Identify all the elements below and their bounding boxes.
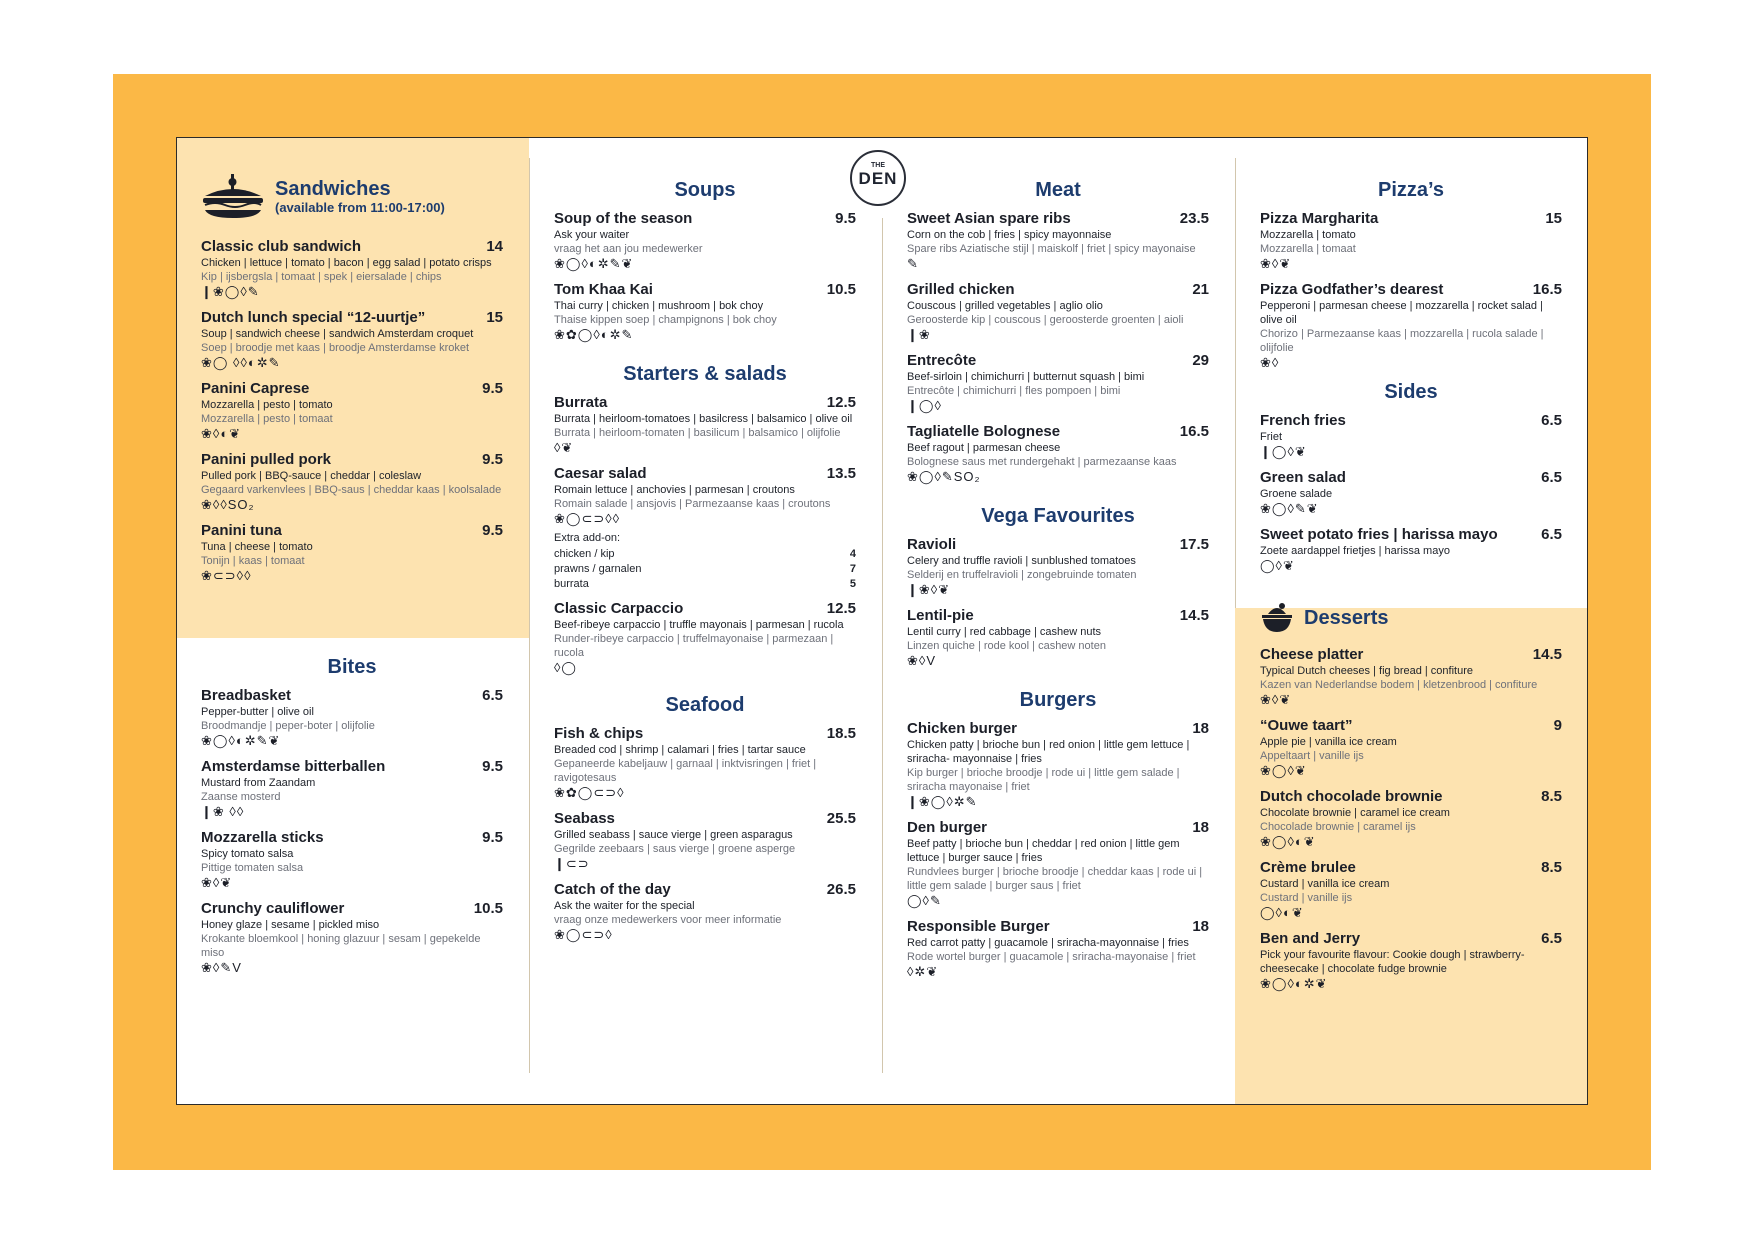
item-desc-nl: Geroosterde kip | couscous | geroosterde groenten | aioli	[907, 314, 1184, 326]
item-name: Grilled chicken	[907, 281, 1015, 298]
item-price: 9.5	[482, 522, 503, 539]
allergen-icons: ❀✿◯⊂⊃◊	[554, 785, 625, 800]
allergen-icons: ◯◊◐❦	[1260, 905, 1304, 920]
menu-item	[1260, 526, 1562, 574]
item-price: 9.5	[482, 758, 503, 775]
item-desc-en: Mozzarella | pesto | tomato	[201, 399, 333, 411]
menu-item	[1260, 788, 1562, 850]
item-price: 18	[1192, 819, 1209, 836]
item-name: Green salad	[1260, 469, 1346, 486]
item-name: Cheese platter	[1260, 646, 1364, 663]
item-price: 15	[1545, 210, 1562, 227]
item-desc-nl: Rode wortel burger | guacamole | sriracha-mayonaise | friet	[907, 951, 1196, 963]
allergen-icons: ❙⊂⊃	[554, 856, 590, 871]
item-name: Tagliatelle Bolognese	[907, 423, 1061, 440]
column-4	[1260, 138, 1562, 1001]
menu-card	[176, 137, 1588, 1105]
item-desc-en: Soup | sandwich cheese | sandwich Amsterdam croquet	[201, 328, 474, 340]
item-desc-en: Chicken patty | brioche bun | red onion | little gem lettuce | sriracha- mayonnaise | fries	[907, 739, 1190, 765]
item-name: Fish & chips	[554, 725, 644, 742]
allergen-icons: ❀◯◊✎SO₂	[907, 469, 981, 484]
allergen-icons: ❙❀◊❦	[907, 582, 951, 597]
item-desc-nl: Rundvlees burger | brioche broodje | cheddar kaas | rode ui | little gem salade | burger saus | friet	[907, 866, 1203, 892]
item-desc-nl: Mozzarella | pesto | tomaat	[201, 413, 333, 425]
allergen-icons: ❀◯◊◐✲❦	[1260, 976, 1328, 991]
pizzas-title: Pizza’s	[1378, 179, 1444, 201]
item-desc-nl: vraag onze medewerkers voor meer informatie	[554, 914, 782, 926]
item-name: Lentil-pie	[907, 607, 974, 624]
item-desc-en: Custard | vanilla ice cream	[1260, 878, 1390, 890]
menu-item	[201, 758, 503, 820]
item-name: Den burger	[907, 819, 988, 836]
item-desc-nl: Kip burger | brioche broodje | rode ui | little gem salade | sriracha mayonaise | friet	[907, 767, 1180, 793]
item-name: Entrecôte	[907, 352, 977, 369]
seafood-title: Seafood	[665, 694, 745, 716]
item-price: 21	[1192, 281, 1209, 298]
allergen-icons: ❀◯⊂⊃◊◊	[554, 511, 621, 526]
item-desc-nl: Bolognese saus met rundergehakt | parmezaanse kaas	[907, 456, 1177, 468]
item-desc-nl: Zaanse mosterd	[201, 791, 281, 803]
item-price: 6.5	[1541, 526, 1562, 543]
allergen-icons: ❀◊◊SO₂	[201, 497, 255, 512]
allergen-icons: ❀◊❦	[1260, 692, 1292, 707]
allergen-icons: ❀◯◊◐✲✎❦	[201, 733, 281, 748]
menu-item	[907, 720, 1209, 810]
menu-item	[201, 309, 503, 371]
item-price: 6.5	[1541, 930, 1562, 947]
item-name: Panini pulled pork	[201, 451, 332, 468]
menu-item	[554, 725, 856, 801]
desserts-header	[1260, 602, 1562, 634]
item-name: Seabass	[554, 810, 615, 827]
item-desc-nl: Burrata | heirloom-tomaten | basilicum | balsamico | olijfolie	[554, 427, 841, 439]
item-name: Pizza Godfather’s dearest	[1260, 281, 1444, 298]
menu-item	[1260, 930, 1562, 992]
item-desc-en: Spicy tomato salsa	[201, 848, 294, 860]
item-desc-en: Thai curry | chicken | mushroom | bok choy	[554, 300, 764, 312]
sandwiches-title: Sandwiches	[275, 178, 391, 200]
item-desc-en: Mozzarella | tomato	[1260, 229, 1356, 241]
item-desc-en: Pick your favourite flavour: Cookie dough | strawberry-cheesecake | chocolate fudge brownie	[1260, 949, 1525, 975]
item-desc-en: Couscous | grilled vegetables | aglio olio	[907, 300, 1103, 312]
item-desc-en: Chicken | lettuce | tomato | bacon | egg salad | potato crisps	[201, 257, 492, 269]
allergen-icons: ❀◯◊◐❦	[1260, 834, 1316, 849]
allergen-icons: ❀◯⊂⊃◊	[554, 927, 613, 942]
addon-label: prawns / garnalen	[554, 563, 642, 575]
addon-row	[554, 577, 856, 592]
addon-title: Extra add-on:	[554, 532, 621, 544]
item-desc-en: Mustard from Zaandam	[201, 777, 316, 789]
item-name: “Ouwe taart”	[1260, 717, 1353, 734]
item-desc-en: Beef ragout | parmesan cheese	[907, 442, 1061, 454]
menu-item	[201, 829, 503, 891]
item-desc-nl: Broodmandje | peper-boter | olijfolie	[201, 720, 375, 732]
item-desc-nl: Entrecôte | chimichurri | fles pompoen | bimi	[907, 385, 1121, 397]
item-name: Ben and Jerry	[1260, 930, 1361, 947]
item-desc-nl: Appeltaart | vanille ijs	[1260, 750, 1364, 762]
item-desc-nl: Mozzarella | tomaat	[1260, 243, 1356, 255]
menu-item	[1260, 281, 1562, 371]
item-desc-en: Beef-ribeye carpaccio | truffle mayonais | parmesan | rucola	[554, 619, 844, 631]
item-name: Sweet Asian spare ribs	[907, 210, 1071, 227]
item-desc-en: Zoete aardappel frietjes | harissa mayo	[1260, 545, 1450, 557]
column-divider	[529, 158, 530, 1073]
item-desc-en: Corn on the cob | fries | spicy mayonnaise	[907, 229, 1112, 241]
item-desc-nl: Thaise kippen soep | champignons | bok choy	[554, 314, 777, 326]
item-name: Dutch lunch special “12-uurtje”	[201, 309, 426, 326]
menu-item	[201, 238, 503, 300]
allergen-icons: ❙❀ ◊◊	[201, 804, 245, 819]
item-price: 13.5	[826, 465, 856, 482]
item-price: 15	[486, 309, 503, 326]
column-2	[554, 138, 856, 952]
item-price: 9.5	[482, 451, 503, 468]
menu-item	[1260, 412, 1562, 460]
menu-item	[201, 687, 503, 749]
menu-item	[554, 881, 856, 943]
menu-item	[554, 465, 856, 527]
menu-item	[907, 536, 1209, 598]
item-price: 14.5	[1532, 646, 1562, 663]
menu-item	[907, 819, 1209, 909]
menu-item	[1260, 469, 1562, 517]
logo-den: DEN	[858, 169, 898, 188]
item-price: 12.5	[826, 394, 856, 411]
addon-label: burrata	[554, 578, 589, 590]
item-name: Dutch chocolade brownie	[1260, 788, 1443, 805]
menu-item	[201, 900, 503, 976]
item-price: 18	[1192, 918, 1209, 935]
bites-title: Bites	[327, 656, 377, 678]
item-name: Responsible Burger	[907, 918, 1050, 935]
item-price: 18.5	[826, 725, 856, 742]
allergen-icons: ❀◯ ◊◊◐✲✎	[201, 355, 281, 370]
item-name: Sweet potato fries | harissa mayo	[1260, 526, 1498, 543]
menu-item	[907, 607, 1209, 669]
item-desc-nl: Gegaard varkenvlees | BBQ-saus | cheddar kaas | koolsalade	[201, 484, 502, 496]
item-name: Mozzarella sticks	[201, 829, 324, 846]
sides-title: Sides	[1384, 381, 1438, 403]
addon-price: 7	[849, 563, 856, 575]
vega-title: Vega Favourites	[981, 505, 1135, 527]
menu-item	[201, 451, 503, 513]
meat-title: Meat	[1035, 179, 1081, 201]
item-price: 9	[1553, 717, 1562, 734]
item-name: Pizza Margharita	[1260, 210, 1379, 227]
column-divider	[1235, 158, 1236, 608]
item-desc-en: Groene salade	[1260, 488, 1333, 500]
item-price: 26.5	[826, 881, 856, 898]
item-desc-en: Tuna | cheese | tomato	[201, 541, 313, 553]
menu-item	[907, 210, 1209, 272]
item-name: Catch of the day	[554, 881, 671, 898]
item-price: 14	[486, 238, 503, 255]
item-price: 6.5	[482, 687, 503, 704]
item-price: 6.5	[1541, 469, 1562, 486]
item-price: 6.5	[1541, 412, 1562, 429]
item-desc-nl: Runder-ribeye carpaccio | truffelmayonaise | parmezaan | rucola	[554, 633, 834, 659]
menu-item	[907, 918, 1209, 980]
item-desc-en: Beef-sirloin | chimichurri | butternut squash | bimi	[907, 371, 1145, 383]
item-price: 12.5	[826, 600, 856, 617]
item-desc-nl: vraag het aan jou medewerker	[554, 243, 703, 255]
allergen-icons: ❙◯◊❦	[1260, 444, 1307, 459]
item-desc-en: Beef patty | brioche bun | cheddar | red onion | little gem lettuce | burger sauce | fries	[907, 838, 1180, 864]
item-desc-en: Apple pie | vanilla ice cream	[1260, 736, 1397, 748]
addon-label: chicken / kip	[554, 548, 615, 560]
menu-item	[1260, 210, 1562, 272]
item-name: Breadbasket	[201, 687, 292, 704]
item-price: 17.5	[1179, 536, 1209, 553]
item-price: 8.5	[1541, 788, 1562, 805]
logo-the: THE	[871, 162, 885, 169]
item-desc-nl: Chocolade brownie | caramel ijs	[1260, 821, 1416, 833]
sandwich-icon	[201, 174, 265, 220]
menu-item	[1260, 717, 1562, 779]
item-price: 18	[1192, 720, 1209, 737]
allergen-icons: ❀◊V	[907, 653, 936, 668]
item-price: 9.5	[482, 380, 503, 397]
allergen-icons: ◯◊❦	[1260, 558, 1295, 573]
allergen-icons: ❀⊂⊃◊◊	[201, 568, 252, 583]
allergen-icons: ❀◯◊◐✲✎❦	[554, 256, 634, 271]
item-name: Tom Khaa Kai	[554, 281, 653, 298]
item-price: 9.5	[835, 210, 856, 227]
item-desc-en: Lentil curry | red cabbage | cashew nuts	[907, 626, 1102, 638]
item-desc-nl: Kip | ijsbergsla | tomaat | spek | eiersalade | chips	[201, 271, 442, 283]
allergen-icons: ❀◊	[1260, 355, 1280, 370]
item-desc-nl: Kazen van Nederlandse bodem | kletzenbrood | confiture	[1260, 679, 1538, 691]
item-desc-en: Ask your waiter	[554, 229, 630, 241]
item-desc-en: Honey glaze | sesame | pickled miso	[201, 919, 380, 931]
item-desc-nl: Spare ribs Aziatische stijl | maiskolf | friet | spicy mayonaise	[907, 243, 1196, 255]
allergen-icons: ❀◯◊✎❦	[1260, 501, 1319, 516]
menu-item	[201, 380, 503, 442]
allergen-icons: ❙❀◯◊✲✎	[907, 794, 978, 809]
column-1	[201, 138, 503, 985]
sandwiches-subtitle: (available from 11:00-17:00)	[275, 200, 445, 215]
den-logo	[850, 150, 906, 206]
item-name: Chicken burger	[907, 720, 1018, 737]
desserts-title: Desserts	[1304, 607, 1389, 629]
item-name: Panini tuna	[201, 522, 282, 539]
item-desc-nl: Pittige tomaten salsa	[201, 862, 304, 874]
item-desc-nl: Linzen quiche | rode kool | cashew noten	[907, 640, 1106, 652]
item-desc-en: Pulled pork | BBQ-sauce | cheddar | coleslaw	[201, 470, 422, 482]
item-price: 16.5	[1532, 281, 1562, 298]
allergen-icons: ❀◊✎V	[201, 960, 242, 975]
allergen-icons: ❀◊◐❦	[201, 426, 242, 441]
item-name: Soup of the season	[554, 210, 693, 227]
item-name: Crème brulee	[1260, 859, 1356, 876]
item-price: 8.5	[1541, 859, 1562, 876]
burgers-title: Burgers	[1019, 689, 1097, 711]
item-price: 25.5	[826, 810, 856, 827]
item-price: 23.5	[1179, 210, 1209, 227]
item-name: Panini Caprese	[201, 380, 310, 397]
item-desc-nl: Romain salade | ansjovis | Parmezaanse kaas | croutons	[554, 498, 831, 510]
menu-item	[907, 352, 1209, 414]
item-name: Classic club sandwich	[201, 238, 362, 255]
item-desc-nl: Custard | vanille ijs	[1260, 892, 1353, 904]
menu-item	[1260, 646, 1562, 708]
item-desc-nl: Tonijn | kaas | tomaat	[201, 555, 305, 567]
item-name: Amsterdamse bitterballen	[201, 758, 386, 775]
allergen-icons: ◯◊✎	[907, 893, 942, 908]
allergen-icons: ❙◯◊	[907, 398, 942, 413]
allergen-icons: ❙❀	[907, 327, 931, 342]
allergen-icons: ❀◯◊❦	[1260, 763, 1307, 778]
item-desc-en: Pepper-butter | olive oil	[201, 706, 314, 718]
item-name: Caesar salad	[554, 465, 647, 482]
item-price: 29	[1192, 352, 1209, 369]
item-desc-en: Celery and truffle ravioli | sunblushed tomatoes	[907, 555, 1136, 567]
allergen-icons: ◊❦	[554, 440, 574, 455]
allergen-icons: ◊✲❦	[907, 964, 939, 979]
item-desc-en: Burrata | heirloom-tomatoes | basilcress | balsamico | olive oil	[554, 413, 853, 425]
item-desc-en: Ask the waiter for the special	[554, 900, 695, 912]
addon-price: 5	[849, 578, 856, 590]
item-price: 10.5	[473, 900, 503, 917]
item-desc-nl: Gepaneerde kabeljauw | garnaal | inktvisringen | friet | ravigotesaus	[554, 758, 817, 784]
allergen-icons: ❀✿◯◊◐✲✎	[554, 327, 634, 342]
allergen-icons: ◊◯	[554, 660, 577, 675]
item-price: 16.5	[1179, 423, 1209, 440]
addon-row	[554, 562, 856, 577]
item-desc-nl: Chorizo | Parmezaanse kaas | mozzarella | rucola salade | olijfolie	[1260, 328, 1544, 354]
sandwiches-header	[201, 174, 503, 220]
item-price: 14.5	[1179, 607, 1209, 624]
dessert-bowl-icon	[1260, 602, 1294, 634]
item-name: French fries	[1260, 412, 1346, 429]
menu-item	[201, 522, 503, 584]
item-name: Burrata	[554, 394, 608, 411]
menu-item	[1260, 859, 1562, 921]
item-desc-nl: Selderij en truffelravioli | zongebruinde tomaten	[907, 569, 1137, 581]
item-desc-en: Friet	[1260, 431, 1282, 443]
item-name: Ravioli	[907, 536, 957, 553]
item-desc-nl: Krokante bloemkool | honing glazuur | sesam | gepekelde miso	[201, 933, 481, 959]
menu-item	[554, 810, 856, 872]
menu-item	[554, 281, 856, 343]
item-desc-en: Romain lettuce | anchovies | parmesan | croutons	[554, 484, 795, 496]
item-desc-nl: Soep | broodje met kaas | broodje Amsterdamse kroket	[201, 342, 470, 354]
item-desc-en: Pepperoni | parmesan cheese | mozzarella | rocket salad | olive oil	[1260, 300, 1543, 326]
column-divider	[882, 218, 883, 1073]
menu-item	[907, 423, 1209, 485]
soups-title: Soups	[674, 179, 736, 201]
allergen-icons: ❀◊❦	[1260, 256, 1292, 271]
item-name: Crunchy cauliflower	[201, 900, 345, 917]
item-desc-en: Chocolate brownie | caramel ice cream	[1260, 807, 1450, 819]
item-desc-en: Grilled seabass | sauce vierge | green asparagus	[554, 829, 793, 841]
allergen-icons: ✎	[907, 256, 919, 271]
item-desc-en: Red carrot patty | guacamole | sriracha-mayonnaise | fries	[907, 937, 1189, 949]
item-price: 10.5	[826, 281, 856, 298]
menu-item	[907, 281, 1209, 343]
menu-item	[554, 600, 856, 676]
item-price: 9.5	[482, 829, 503, 846]
column-3	[907, 138, 1209, 989]
starters-title: Starters & salads	[623, 363, 787, 385]
menu-item	[554, 210, 856, 272]
item-desc-en: Breaded cod | shrimp | calamari | fries | tartar sauce	[554, 744, 806, 756]
item-desc-nl: Gegrilde zeebaars | saus vierge | groene asperge	[554, 843, 796, 855]
addon-row	[554, 547, 856, 562]
allergen-icons: ❀◊❦	[201, 875, 233, 890]
addon-price: 4	[849, 548, 856, 560]
item-name: Classic Carpaccio	[554, 600, 684, 617]
item-desc-en: Typical Dutch cheeses | fig bread | confiture	[1260, 665, 1473, 677]
menu-item	[554, 394, 856, 456]
allergen-icons: ❙❀◯◊✎	[201, 284, 260, 299]
